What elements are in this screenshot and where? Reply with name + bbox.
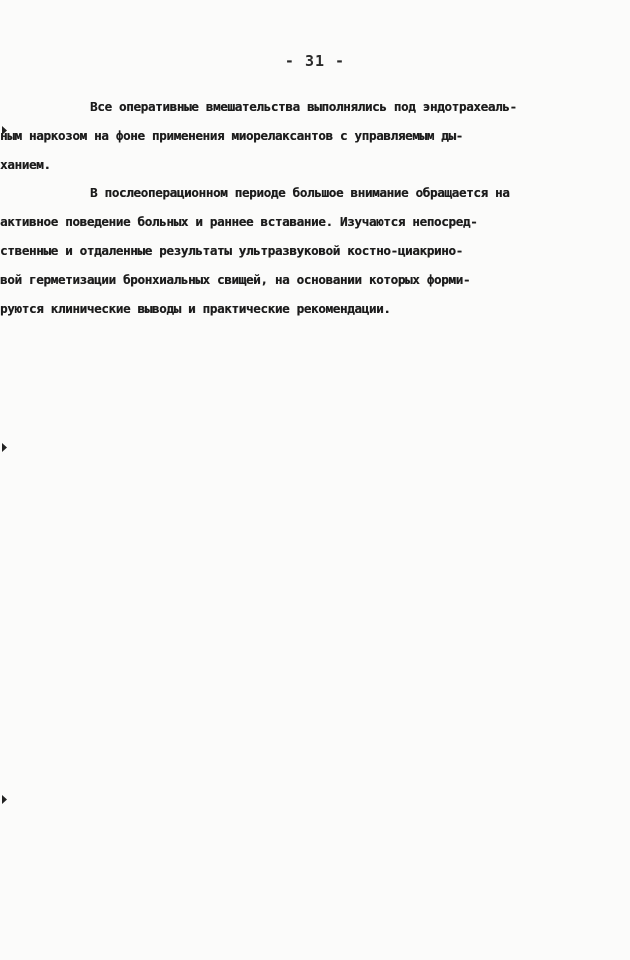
paragraph-1	[0, 92, 590, 179]
binding-mark	[2, 795, 7, 804]
text-line: руются клинические выводы и практические рекомендации.	[0, 301, 391, 316]
text-line: Все оперативные вмешательства выполнялись под эндотрахеаль-	[90, 99, 517, 114]
text-line: В послеоперационном периоде большое внимание обращается на	[90, 185, 510, 200]
text-line: вой герметизации бронхиальных свищей, на основании которых форми-	[0, 272, 471, 287]
text-line: ным наркозом на фоне применения миорелаксантов с управляемым ды-	[0, 128, 463, 143]
text-line: активное поведение больных и раннее вставание. Изучаются непосред-	[0, 214, 478, 229]
page-number: - 31 -	[284, 52, 346, 70]
paragraph-2	[0, 178, 590, 323]
text-line: ханием.	[0, 157, 51, 172]
text-line: ственные и отдаленные результаты ультразвуковой костно-циакрино-	[0, 243, 463, 258]
binding-mark	[2, 443, 7, 452]
